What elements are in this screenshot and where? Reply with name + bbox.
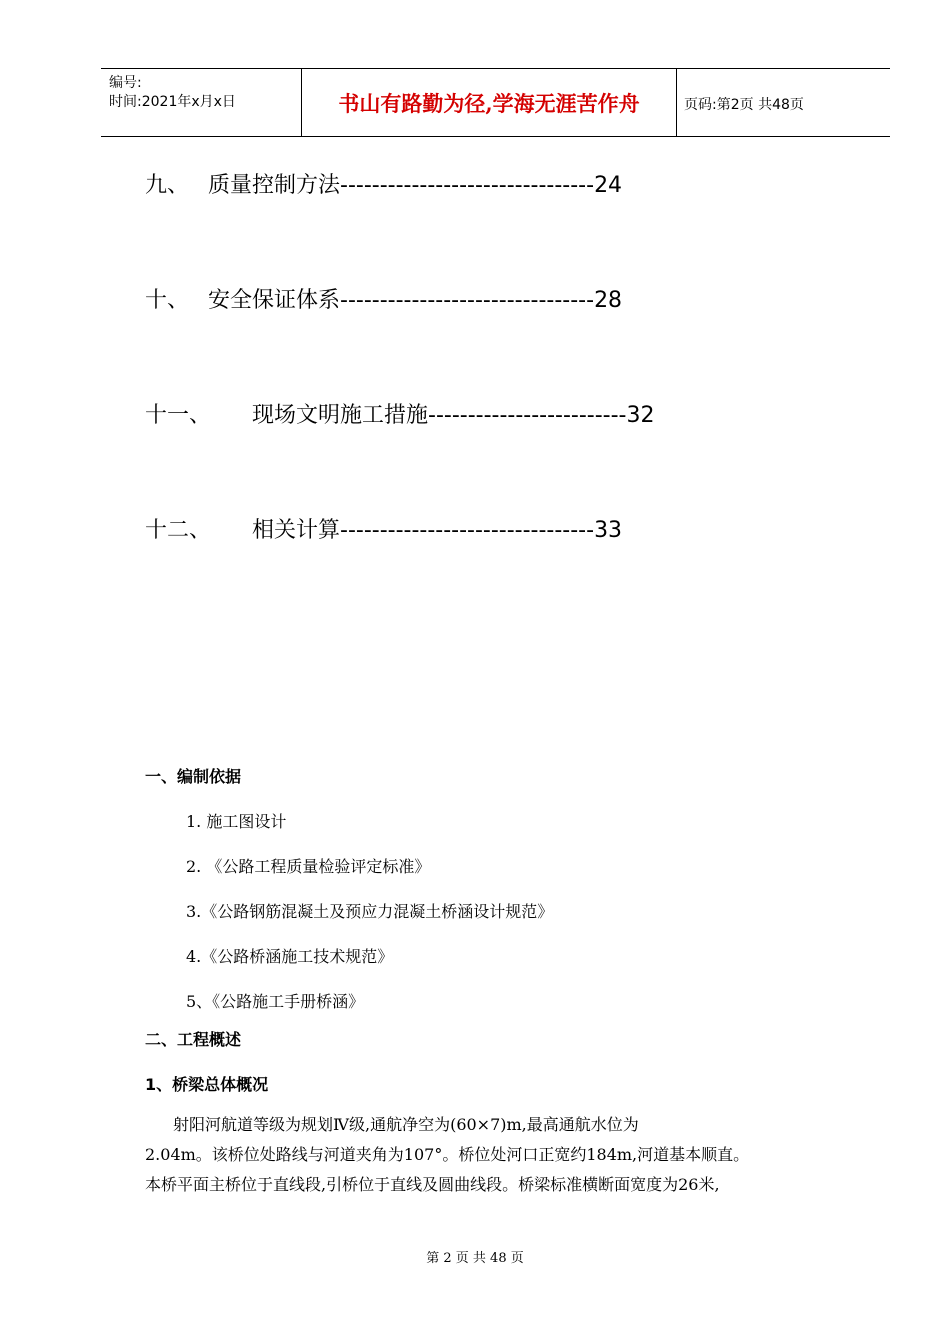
toc-title: 现场文明施工措施 [252, 403, 429, 428]
list-item: 5、《公路施工手册桥涵》 [186, 992, 365, 1011]
list-item: 3.《公路钢筋混凝土及预应力混凝土桥涵设计规范》 [186, 902, 554, 921]
subsection-heading: 1、桥梁总体概况 [145, 1075, 269, 1094]
toc-page: 24 [594, 173, 623, 198]
toc-leader: -------------------------------- [340, 518, 595, 543]
paragraph-line: 本桥平面主桥位于直线段,引桥位于直线及圆曲线段。桥梁标准横断面宽度为26米, [145, 1175, 720, 1194]
page-header [101, 68, 890, 137]
toc-number: 十、 [145, 288, 190, 313]
header-page-cell [676, 69, 890, 136]
toc-title: 安全保证体系 [208, 288, 341, 313]
document-time-label: 时间:2021年x月x日 [109, 94, 236, 110]
toc-number: 十二、 [145, 518, 212, 543]
toc-entry[interactable] [145, 172, 622, 200]
paragraph-line: 2.04m。该桥位处路线与河道夹角为107°。桥位处河口正宽约184m,河道基本顺直。 [145, 1145, 750, 1164]
toc-number: 九、 [145, 173, 190, 198]
toc-entry[interactable] [145, 517, 622, 545]
header-meta-cell [101, 69, 301, 136]
toc-page: 28 [594, 288, 623, 313]
toc-entry[interactable] [145, 402, 655, 430]
toc-number: 十一、 [145, 403, 212, 428]
toc-leader: ------------------------- [428, 403, 627, 428]
list-item: 4.《公路桥涵施工技术规范》 [186, 947, 394, 966]
header-motto: 书山有路勤为径,学海无涯苦作舟 [338, 91, 640, 116]
toc-entry[interactable] [145, 287, 622, 315]
toc-title: 相关计算 [252, 518, 341, 543]
body-paragraph [145, 1110, 865, 1200]
section-heading: 一、编制依据 [145, 767, 242, 786]
list-item: 1. 施工图设计 [186, 812, 287, 831]
section-heading: 二、工程概述 [145, 1030, 242, 1049]
toc-page: 33 [594, 518, 623, 543]
header-page-info: 页码:第2页 共48页 [684, 97, 804, 113]
toc-leader: -------------------------------- [340, 288, 595, 313]
document-number-label: 编号: [109, 75, 142, 91]
header-motto-cell [301, 69, 677, 136]
toc-leader: -------------------------------- [340, 173, 595, 198]
toc-title: 质量控制方法 [208, 173, 341, 198]
paragraph-line: 射阳河航道等级为规划Ⅳ级,通航净空为(60×7)m,最高通航水位为 [173, 1115, 639, 1134]
toc-page: 32 [626, 403, 655, 428]
list-item: 2. 《公路工程质量检验评定标准》 [186, 857, 431, 876]
page-footer: 第 2 页 共 48 页 [426, 1251, 524, 1266]
